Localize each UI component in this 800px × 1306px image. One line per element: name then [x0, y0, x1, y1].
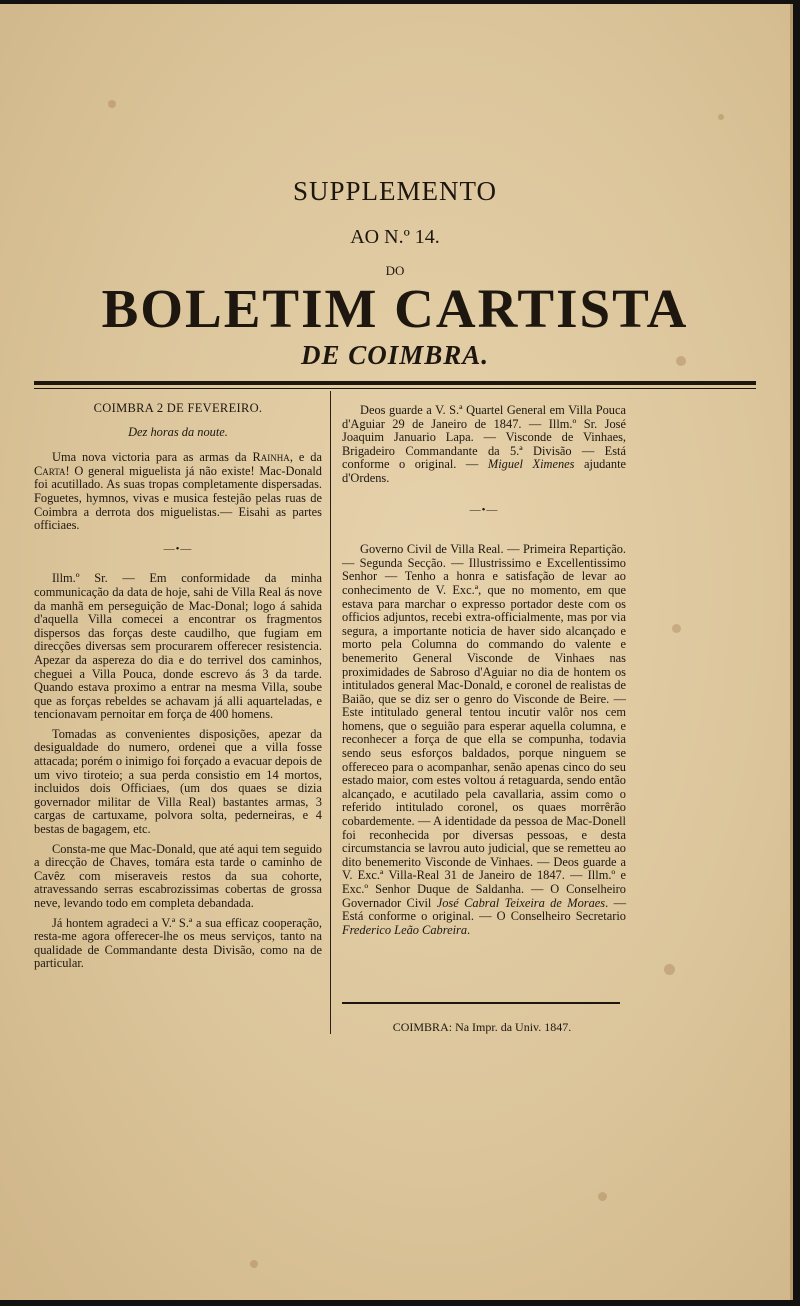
- section-ornament: —•—: [163, 542, 193, 555]
- intro-text: Uma nova victoria para as armas da: [52, 450, 253, 465]
- masthead-connector: DO: [385, 263, 405, 278]
- dateline: COIMBRA 2 DE FEVEREIRO.: [93, 401, 263, 415]
- stain: [664, 964, 675, 975]
- report-paragraph: Consta-me que Mac-Donald, que até aqui tem seguido a direcção de Chaves, tomára esta tarde o caminho de Cavêz com miseraveis restos da sua cohorte, atravessando serras escabrozissimas cobertas de grossa neve, levando todo em completa debandada.: [34, 841, 322, 910]
- stain: [718, 114, 724, 120]
- stain: [672, 624, 681, 633]
- rainha-word: Rainha: [252, 450, 290, 465]
- stain: [108, 100, 116, 108]
- masthead-subtitle: DE COIMBRA.: [300, 340, 490, 370]
- report-closing-paragraph: [342, 404, 626, 486]
- newspaper-page: [0, 4, 793, 1300]
- right-column: [342, 404, 626, 937]
- signature-ximenes: Miguel Ximenes: [487, 457, 575, 472]
- civil-text: Governo Civil de Villa Real. — Primeira Repartição. — Segunda Secção. — Illustrissimo e Excellentissimo Senhor — Tenho a honra e satisfação de levar ao conhecimento de V. Exc.ª, que no momento, em que estava para marchar o expresso portador deste com os officios adjuntos, recebi extra-officialmente, mas por via segura, a importante noticia de haver sido alcançado e morto pela Columna do commando do valente e benemerito General Visconde de Vinhaes nas proximidades de Sabroso d'Aguiar no dia de hontem os intitulados general Mac-Donald, e coronel de realistas de Baião, que se diz ser o genro do Visconde de Beire. — Este intitulado general tentou incutir valôr nos cem homens, que o seguião para esperar aquella columna, e reconhecer a força de que ella se compunha, todavia sendo seus esforços baldados, porque ninguem se offereceo para o acompanhar, senão apenas cinco do seu estado maior, com estes voltou á retaguarda, sendo então alcançado, e acutilado pela cavallaria, assim como o referido intitulado coronel, os quaes morrêrão cobardemente. — A identidade da pessoa de Mac-Donell foi reconhecida por diversas pessoas, e desta circumstancia se lavrou auto judicial, que se remetteu ao dito benemerito Visconde de Vinhaes. — Deos guarde a V. Exc.ª Villa-Real 31 de Janeiro de 1847. — Illm.º e Exc.º Senhor Duque de Saldanha. — O Conselheiro Governador Civil: [342, 542, 626, 910]
- report-paragraph: Illm.º Sr. — Em conformidade da minha communicação da data de hoje, sahi de Villa Real ás nove da manhã em perseguição de Mac-Donal; logo á sahida d'aquella Villa comecei a encontrar os fragmentos dispersos das forças deste caudilho, que fugiam em direcções diversas sem procurarem offerecer resistencia. Apezar da aspereza do dia e do terrivel dos caminhos, cheguei a Villa Pouca, donde escrevo ás 3 da tarde. Quando estava proximo a entrar na mesma Villa, soube que as forças rebeldes se achavam já alli aquarteladas, e tencionavam pernoitar em força de 400 homens.: [34, 571, 322, 722]
- masthead-rule-thick: [34, 381, 756, 385]
- stain: [598, 1192, 607, 1201]
- left-column: [34, 402, 322, 971]
- closing-text: ajudante d'Ordens.: [342, 457, 627, 485]
- column-divider: [330, 391, 331, 1034]
- report-paragraph: Tomadas as convenientes disposições, apezar da desigualdade do numero, ordenei que a villa fosse attacada; porém o inimigo foi forçado a evacuar depois de um vivo tiroteio; a sua perda consistio em 14 mortos, incluidos dois Officiaes, (um dos quaes se dizia governador militar de Villa Real) bastantes armas, 3 cargas de cartuxame, polvora solta, pederneiras, e 4 bestas de bagagem, etc.: [34, 726, 322, 837]
- civil-text: . — Está conforme o original. — O Conselheiro Secretario: [342, 895, 626, 924]
- carta-word: Carta: [34, 463, 66, 478]
- time-note: Dez horas da noute.: [128, 424, 228, 439]
- section-ornament: —•—: [469, 503, 499, 516]
- supplement-heading: SUPPLEMENTO: [292, 176, 498, 206]
- stain: [250, 1260, 258, 1268]
- civil-text: .: [467, 922, 471, 937]
- masthead-rule-thin: [34, 388, 756, 389]
- report-paragraph: Já hontem agradeci a V.ª S.ª a sua efficaz cooperação, resta-me agora offerecer-lhe os meus serviços, tanto na qualidade de Commandante desta Divisão, como na de particular.: [34, 915, 322, 971]
- signature-cabral: José Cabral Teixeira de Moraes: [436, 895, 606, 910]
- civil-government-paragraph: [342, 543, 626, 937]
- intro-paragraph: [34, 451, 322, 533]
- intro-text: ! O general miguelista já não existe! Mac-Donald foi acutillado. As suas tropas completamente dispersadas. Foguetes, hymnos, vivas e musica festejão pelas ruas de Coimbra a derrota dos miguelistas.— Eisahi as partes officiaes.: [34, 463, 322, 533]
- masthead-title: BOLETIM CARTISTA: [101, 278, 689, 339]
- issue-number: AO N.º 14.: [350, 226, 440, 248]
- intro-text: , e da: [289, 450, 322, 465]
- imprint-line: COIMBRA: Na Impr. da Univ. 1847.: [392, 1020, 572, 1034]
- closing-text: Deos guarde a V. S.ª Quartel General em Villa Pouca d'Aguiar 29 de Janeiro de 1847. — Illm.º Sr. José Joaquim Januario Lapa. — Visconde de Vinhaes, Brigadeiro Commandante da 5.ª Divisão — Está conforme o original. —: [342, 403, 626, 472]
- signature-cabreira: Frederico Leão Cabreira: [342, 922, 468, 937]
- imprint-rule: [342, 1002, 620, 1004]
